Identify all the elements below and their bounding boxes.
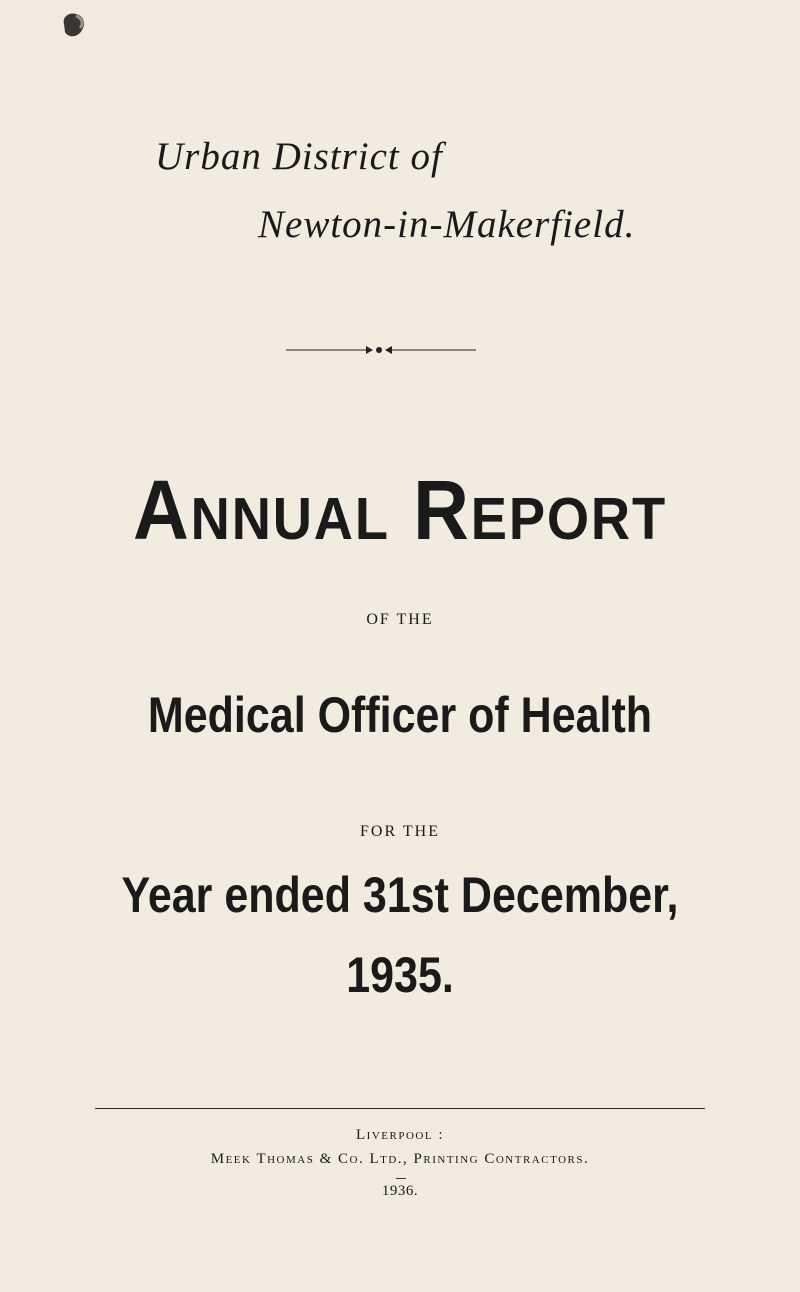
authority-line-1: Urban District of — [155, 135, 443, 178]
officer-title: Medical Officer of Health — [147, 687, 653, 743]
divider-ornament — [286, 343, 476, 357]
of-the-label: OF THE — [366, 611, 434, 628]
period-year: 1935. — [346, 947, 454, 1003]
period-line-1: Year ended 31st December, — [121, 867, 679, 923]
imprint-year: 1936. — [381, 1183, 419, 1199]
report-title: Annual Report — [133, 463, 667, 557]
authority-line-2: Newton-in-Makerfield. — [258, 203, 636, 246]
horizontal-rule — [95, 1108, 705, 1109]
ink-blot-mark — [58, 10, 90, 40]
for-the-label: FOR THE — [360, 823, 440, 840]
imprint-dash — [396, 1178, 406, 1179]
imprint-place: Liverpool : — [356, 1127, 444, 1143]
imprint-printer: Meek Thomas & Co. Ltd., Printing Contractors. — [210, 1151, 590, 1167]
